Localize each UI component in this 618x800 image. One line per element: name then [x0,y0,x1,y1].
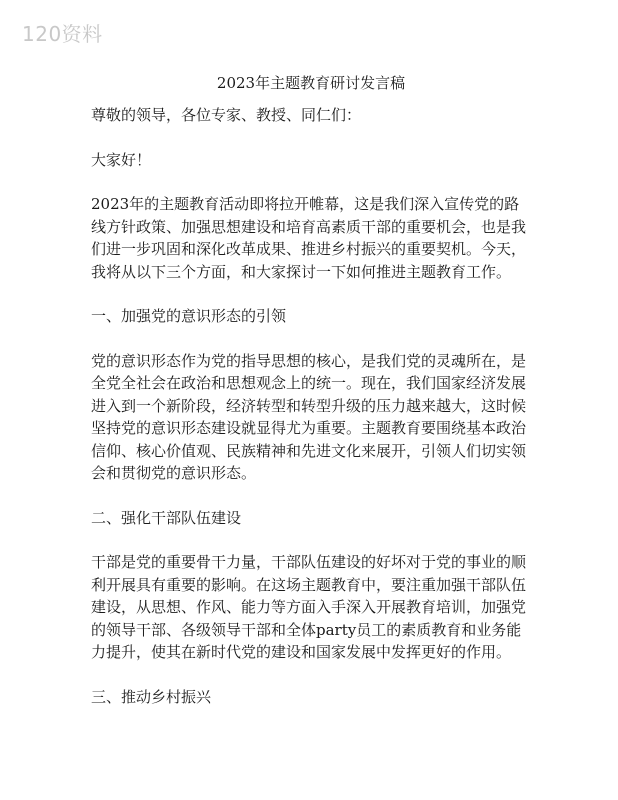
intro-paragraph: 2023年的主题教育活动即将拉开帷幕，这是我们深入宣传党的路线方针政策、加强思想建设和培育高素质干部的重要机会，也是我们进一步巩固和深化改革成果、推进乡村振兴的重要契机。今天，我将从以下三个方面，和大家探讨一下如何推进主题教育工作。 [91,195,527,281]
document-page [91,72,531,728]
section-2-body: 干部是党的重要骨干力量，干部队伍建设的好坏对于党的事业的顺利开展具有重要的影响。在这场主题教育中，要注重加强干部队伍建设，从思想、作风、能力等方面入手深入开展教育培训，加强党的领导干部、各级领导干部和全体party员工的素质教育和业务能力提升，使其在新时代党的建设和国家发展中发挥更好的作用。 [91,553,527,661]
section-2-heading: 二、强化干部队伍建设 [91,508,242,527]
salutation: 尊敬的领导，各位专家、教授、同仁们： [91,106,362,124]
document-title: 2023年主题教育研讨发言稿 [216,74,406,92]
greeting: 大家好！ [91,150,152,169]
section-1-heading: 一、加强党的意识形态的引领 [91,307,287,325]
section-3-heading: 三、推动乡村振兴 [91,687,212,706]
section-1-body: 党的意识形态作为党的指导思想的核心，是我们党的灵魂所在，是全党全社会在政治和思想观念上的统一。现在，我们国家经济发展进入到一个新阶段，经济转型和转型升级的压力越来越大，这时候坚持党的意识形态建设就显得尤为重要。主题教育要围绕基本政治信仰、核心价值观、民族精神和先进文化来展开，引领人们切实领会和贯彻党的意识形态。 [91,351,527,482]
watermark-logo: 120资料 [22,22,103,46]
